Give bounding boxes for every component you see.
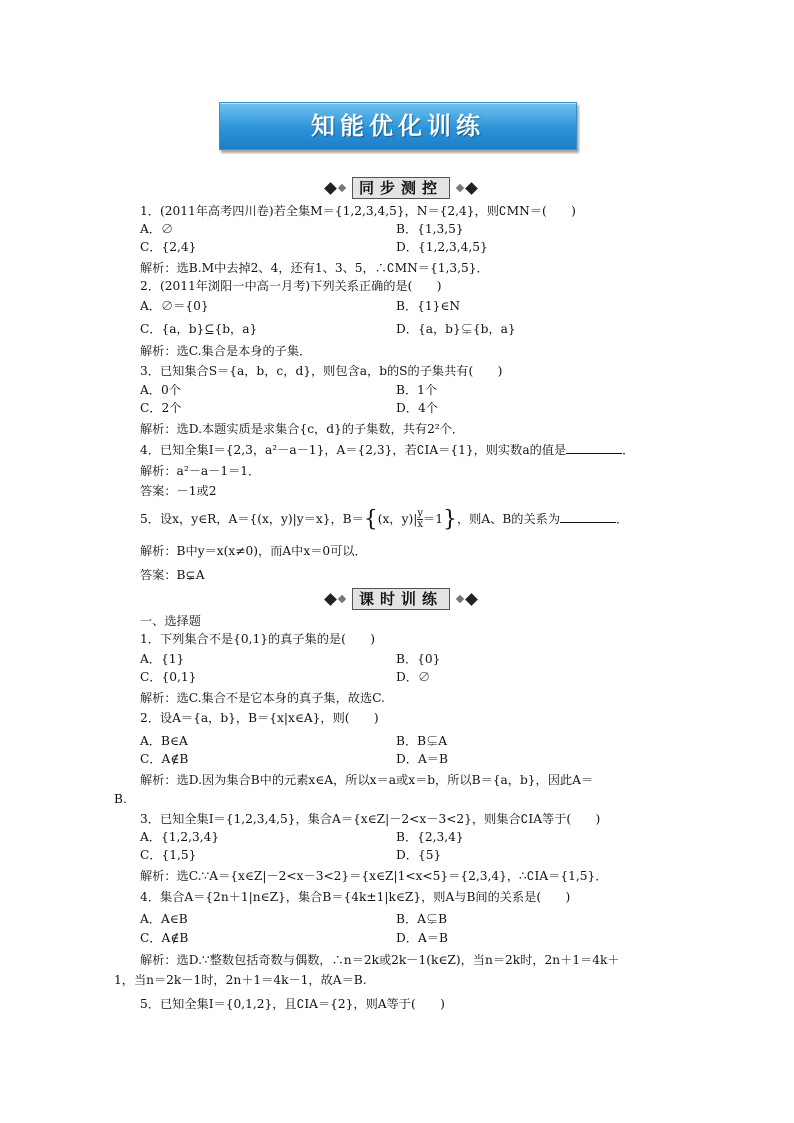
solution: 解析：选C.集合不是它本身的真子集，故选C. (140, 691, 385, 705)
option-b: B．{1}∈N (396, 299, 461, 313)
diamond-icon (324, 182, 337, 195)
solution: 解析：选B.M中去掉2、4，还有1、3、5，∴∁MN＝{1,3,5}． (140, 261, 489, 275)
question-5-prefix: 5．设x，y∈R，A＝{(x，y)|y＝x}，B＝ (140, 512, 364, 526)
solution-continued: 1，当n＝2k－1时，2n＋1＝4k－1，故A＝B. (114, 973, 367, 987)
option-c: C．2个 (140, 401, 182, 415)
diamond-icon (465, 593, 478, 606)
part-heading: 一、选择题 (140, 614, 201, 628)
section-title: 同步测控 (352, 177, 450, 199)
option-a: A．∅ (140, 222, 174, 236)
option-b: B．{0} (396, 652, 441, 666)
question-4-text: 4．已知全集I＝{2,3，a²－a－1}，A＝{2,3}，若∁IA＝{1}，则实数a的值是 (140, 443, 567, 457)
question-3: 3．已知集合S＝{a，b，c，d}，则包含a，b的S的子集共有( ) (140, 364, 503, 378)
option-d: D．∅ (396, 670, 431, 684)
option-d: D．{a，b}⊊{b，a} (396, 322, 516, 336)
option-a: A．0个 (140, 383, 181, 397)
answer-blank (566, 441, 622, 454)
diamond-icon (465, 182, 478, 195)
section-title: 课时训练 (352, 588, 450, 610)
option-d: D．{1,2,3,4,5} (396, 240, 488, 254)
answer: 答案：－1或2 (140, 484, 217, 498)
option-a: A．∅＝{0} (140, 299, 209, 313)
option-d: D．A＝B (396, 752, 448, 766)
solution-continued: B. (114, 792, 127, 806)
option-a: A．{1,2,3,4} (140, 830, 220, 844)
option-c: C．{2,4} (140, 240, 197, 254)
question-2: 2．(2011年浏阳一中高一月考)下列关系正确的是( ) (140, 279, 442, 293)
practice-5: 5．已知全集I＝{0,1,2}，且∁IA＝{2}，则A等于( ) (140, 997, 445, 1011)
right-brace: } (442, 507, 457, 532)
option-a: A．A∈B (140, 912, 188, 926)
option-b: B．{1,3,5} (396, 222, 464, 236)
option-d: D．A＝B (396, 931, 448, 945)
option-a: A．B∈A (140, 734, 188, 748)
solution: 解析：a²－a－1＝1． (140, 464, 261, 478)
section-header-lesson (326, 588, 476, 610)
equals-one: ＝1 (423, 512, 443, 526)
solution: 解析：B中y＝x(x≠0)，而A中x＝0可以． (140, 544, 367, 558)
section-header-sync (326, 177, 476, 199)
answer-blank (560, 510, 616, 523)
option-c: C．{0,1} (140, 670, 197, 684)
question-5: 5．设x，y∈R，A＝{(x，y)|y＝x}，B＝{(x，y)| $\frac{y}{x}$ ＝1}，则A、B的关系为 ． (140, 507, 629, 532)
solution: 解析：选C.集合是本身的子集． (140, 344, 312, 358)
solution: 解析：选D.∵整数包括奇数与偶数，∴n＝2k或2k－1(k∈Z)，当n＝2k时，2n＋1＝4k＋ (140, 953, 620, 967)
answer: 答案：B⊊A (140, 568, 205, 582)
question-1: 1．(2011年高考四川卷)若全集M＝{1,2,3,4,5}，N＝{2,4}，则∁MN＝( ) (140, 204, 576, 218)
title-banner (219, 102, 577, 150)
solution: 解析：选D.本题实质是求集合{c，d}的子集数，共有2²个． (140, 422, 465, 436)
option-d: D．4个 (396, 401, 438, 415)
fraction-denominator: x (417, 519, 423, 530)
option-c: C．A∉B (140, 752, 189, 766)
question-4: 4．已知全集I＝{2,3，a²－a－1}，A＝{2,3}，若∁IA＝{1}，则实数a的值是 ． (140, 443, 635, 457)
fraction-numerator: y (417, 508, 424, 519)
diamond-icon (324, 593, 337, 606)
set-builder: (x，y)| (377, 512, 418, 526)
option-c: C．{1,5} (140, 848, 197, 862)
option-c: C．A∉B (140, 931, 189, 945)
option-b: B．A⊊B (396, 912, 448, 926)
left-brace: { (363, 507, 378, 532)
page-title: 知能优化训练 (311, 111, 485, 140)
option-b: B．{2,3,4} (396, 830, 464, 844)
solution: 解析：选D.因为集合B中的元素x∈A，所以x＝a或x＝b，所以B＝{a，b}，因此A＝ (140, 773, 594, 787)
practice-1: 1．下列集合不是{0,1}的真子集的是( ) (140, 632, 375, 646)
option-d: D．{5} (396, 848, 442, 862)
diamond-icon (338, 184, 346, 192)
option-b: B．B⊊A (396, 734, 448, 748)
solution: 解析：选C.∵A＝{x∈Z|－2<x－3<2}＝{x∈Z|1<x<5}＝{2,3,4}，∴∁IA＝{1,5}． (140, 869, 608, 883)
practice-2: 2．设A＝{a，b}，B＝{x|x∈A}，则( ) (140, 711, 379, 725)
practice-3: 3．已知全集I＝{1,2,3,4,5}，集合A＝{x∈Z|－2<x－3<2}，则集合∁IA等于( ) (140, 812, 601, 826)
option-a: A．{1} (140, 652, 185, 666)
practice-4: 4．集合A＝{2n＋1|n∈Z}，集合B＝{4k±1|k∈Z}，则A与B间的关系是( ) (140, 890, 571, 904)
diamond-icon (456, 184, 464, 192)
diamond-icon (338, 595, 346, 603)
option-b: B．1个 (396, 383, 438, 397)
diamond-icon (456, 595, 464, 603)
question-5-suffix: ，则A、B的关系为 (456, 512, 561, 526)
option-c: C．{a，b}⊆{b，a} (140, 322, 258, 336)
